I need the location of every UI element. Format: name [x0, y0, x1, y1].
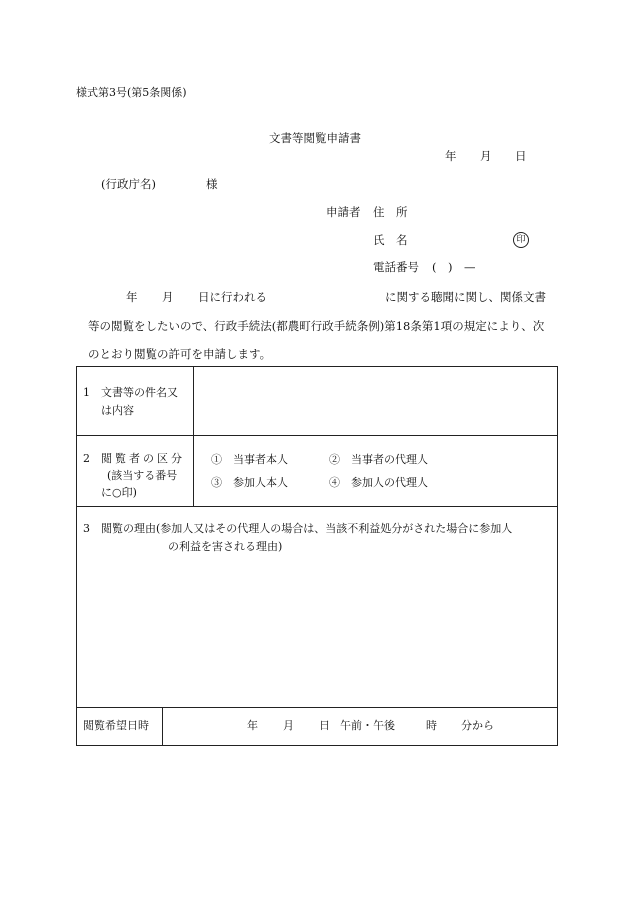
viewer-category-note-cont: に○印)	[101, 486, 137, 499]
row-number: 1	[83, 386, 90, 399]
datetime-am-pm[interactable]: 午前・午後	[340, 719, 395, 732]
body-line2: 等の閲覧をしたいので、行政手続法(都農町行政手続条例)第18条第1項の規定により、次	[88, 319, 545, 333]
viewing-reason-cell[interactable]	[77, 507, 558, 708]
datetime-day-unit: 日	[319, 719, 330, 732]
row-number: 3	[83, 522, 90, 535]
desired-datetime-label-cell	[77, 708, 163, 746]
viewer-category-options-cell	[194, 436, 558, 507]
viewer-category-note: (該当する番号	[107, 469, 178, 482]
table-row-desired-datetime	[77, 708, 558, 746]
application-form-table	[76, 366, 558, 746]
viewing-reason-label-cont: の利益を害される理由)	[168, 540, 283, 553]
body-line3: のとおり閲覧の許可を申請します。	[88, 347, 272, 361]
date-month-unit: 月	[480, 149, 492, 163]
datetime-year-unit: 年	[247, 719, 258, 732]
body-month-unit: 月	[162, 290, 174, 304]
table-row-viewer-category	[77, 436, 558, 507]
phone-label: 電話番号	[373, 260, 419, 274]
address-label: 住 所	[373, 205, 408, 219]
table-row-viewing-reason	[77, 507, 558, 708]
option-party-self[interactable]: ① 当事者本人	[211, 453, 288, 466]
desired-datetime-label: 閲覧希望日時	[83, 719, 149, 732]
desired-datetime-field[interactable]	[163, 708, 558, 746]
date-year-unit: 年	[445, 149, 457, 163]
row-number: 2	[83, 452, 90, 465]
body-day-text: 日に行われる	[198, 290, 267, 304]
datetime-minute-from: 分から	[461, 719, 494, 732]
document-subject-label-cont: は内容	[101, 404, 134, 417]
option-party-agent[interactable]: ② 当事者の代理人	[329, 453, 428, 466]
body-line1-rest: に関する聴聞に関し、関係文書	[385, 290, 546, 304]
datetime-hour-unit: 時	[426, 719, 437, 732]
viewer-category-label: 閲覧者の区分	[101, 452, 185, 465]
applicant-label: 申請者	[326, 205, 361, 219]
body-year-unit: 年	[126, 290, 138, 304]
agency-name-label: (行政庁名)	[101, 177, 156, 191]
viewing-reason-label: 閲覧の理由(参加人又はその代理人の場合は、当該不利益処分がされた場合に参加人	[101, 522, 513, 535]
date-day-unit: 日	[515, 149, 527, 163]
document-subject-field[interactable]	[194, 367, 558, 436]
option-participant-self[interactable]: ③ 参加人本人	[211, 476, 288, 489]
table-row-document-subject	[77, 367, 558, 436]
option-participant-agent[interactable]: ④ 参加人の代理人	[329, 476, 428, 489]
form-number: 様式第3号(第5条関係)	[76, 86, 187, 99]
honorific: 様	[206, 177, 218, 191]
document-subject-label-cell	[77, 367, 194, 436]
datetime-month-unit: 月	[283, 719, 294, 732]
phone-format: ( ) —	[432, 260, 476, 274]
document-subject-label: 文書等の件名又	[101, 386, 178, 399]
document-title: 文書等閲覧申請書	[269, 131, 361, 145]
name-label: 氏 名	[373, 233, 408, 247]
viewer-category-label-cell	[77, 436, 194, 507]
seal-mark: 印	[513, 232, 529, 248]
